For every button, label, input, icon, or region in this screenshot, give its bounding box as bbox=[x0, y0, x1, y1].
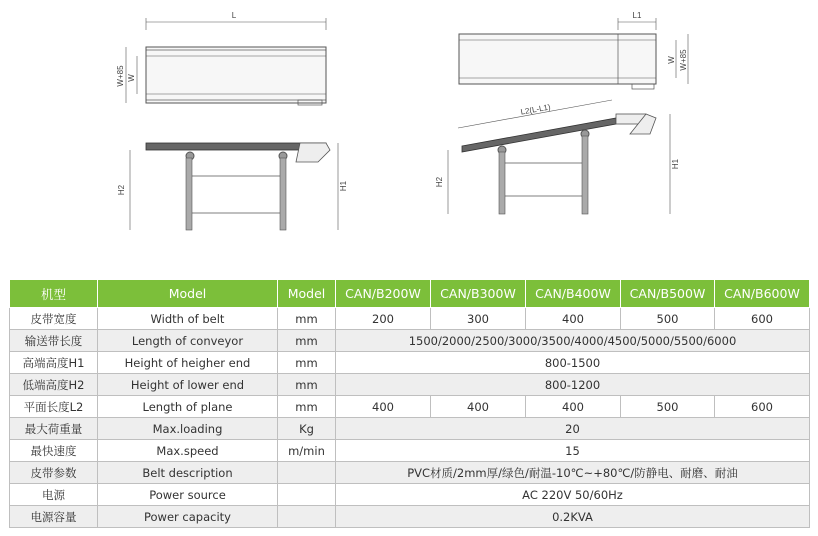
table-row bbox=[10, 506, 810, 528]
dim-l2-label: L2(L-L1) bbox=[519, 102, 552, 117]
row-label-zh: 最大荷重量 bbox=[10, 418, 98, 440]
row-label-en: Belt description bbox=[98, 462, 278, 484]
dim-length-label: L bbox=[231, 11, 237, 20]
table-row bbox=[10, 396, 810, 418]
value-cell: 500 bbox=[621, 396, 715, 418]
dim-width-total-label: W+85 bbox=[116, 65, 125, 87]
row-unit: mm bbox=[278, 396, 336, 418]
row-unit: mm bbox=[278, 352, 336, 374]
row-label-zh: 平面长度L2 bbox=[10, 396, 98, 418]
dim-h2-label: H2 bbox=[117, 184, 126, 196]
value-cell: 600 bbox=[715, 308, 810, 330]
table-row bbox=[10, 308, 810, 330]
side-view-flat bbox=[130, 143, 338, 230]
top-view-incline bbox=[459, 18, 688, 89]
header-cell: 机型 bbox=[10, 280, 98, 308]
row-label-zh: 皮带宽度 bbox=[10, 308, 98, 330]
header-cell: CAN/B200W bbox=[336, 280, 431, 308]
row-label-zh: 电源容量 bbox=[10, 506, 98, 528]
dim-h1-label: H1 bbox=[339, 180, 348, 192]
header-cell: CAN/B400W bbox=[526, 280, 621, 308]
row-unit bbox=[278, 462, 336, 484]
table-row bbox=[10, 418, 810, 440]
value-cell: 200 bbox=[336, 308, 431, 330]
row-label-en: Height of lower end bbox=[98, 374, 278, 396]
dim-h1-label-right: H1 bbox=[671, 158, 680, 170]
table-row bbox=[10, 462, 810, 484]
table-row bbox=[10, 484, 810, 506]
value-cell: 400 bbox=[526, 308, 621, 330]
table-row bbox=[10, 330, 810, 352]
value-span-cell: AC 220V 50/60Hz bbox=[336, 484, 810, 506]
dim-width-label-right: W bbox=[667, 56, 676, 64]
row-label-en: Power source bbox=[98, 484, 278, 506]
value-span-cell: 800-1200 bbox=[336, 374, 810, 396]
table-row bbox=[10, 352, 810, 374]
dim-width-label: W bbox=[127, 74, 136, 82]
dim-h2-label-right: H2 bbox=[435, 176, 444, 188]
row-unit: mm bbox=[278, 330, 336, 352]
top-view-flat bbox=[126, 18, 326, 105]
value-span-cell: PVC材质/2mm厚/绿色/耐温-10℃~+80℃/防静电、耐磨、耐油 bbox=[336, 462, 810, 484]
table-row bbox=[10, 374, 810, 396]
row-label-zh: 电源 bbox=[10, 484, 98, 506]
row-label-en: Height of heigher end bbox=[98, 352, 278, 374]
side-view-incline bbox=[448, 100, 670, 214]
row-unit bbox=[278, 484, 336, 506]
header-cell: Model bbox=[278, 280, 336, 308]
dim-width-total-label-right: W+85 bbox=[679, 49, 688, 71]
value-cell: 400 bbox=[431, 396, 526, 418]
row-label-en: Max.loading bbox=[98, 418, 278, 440]
value-cell: 500 bbox=[621, 308, 715, 330]
table-header-row bbox=[10, 280, 810, 308]
value-cell: 600 bbox=[715, 396, 810, 418]
value-span-cell: 20 bbox=[336, 418, 810, 440]
header-cell: CAN/B500W bbox=[621, 280, 715, 308]
dim-l1-label: L1 bbox=[632, 11, 642, 20]
row-label-zh: 最快速度 bbox=[10, 440, 98, 462]
value-span-cell: 1500/2000/2500/3000/3500/4000/4500/5000/5500/6000 bbox=[336, 330, 810, 352]
row-label-zh: 皮带参数 bbox=[10, 462, 98, 484]
value-cell: 400 bbox=[336, 396, 431, 418]
row-unit: mm bbox=[278, 308, 336, 330]
value-cell: 400 bbox=[526, 396, 621, 418]
row-label-zh: 低端高度H2 bbox=[10, 374, 98, 396]
row-label-zh: 输送带长度 bbox=[10, 330, 98, 352]
value-cell: 300 bbox=[431, 308, 526, 330]
header-cell: CAN/B300W bbox=[431, 280, 526, 308]
row-label-en: Length of conveyor bbox=[98, 330, 278, 352]
header-cell: CAN/B600W bbox=[715, 280, 810, 308]
row-unit: mm bbox=[278, 374, 336, 396]
header-cell: Model bbox=[98, 280, 278, 308]
table-row bbox=[10, 440, 810, 462]
spec-table bbox=[9, 279, 810, 528]
row-unit bbox=[278, 506, 336, 528]
value-span-cell: 800-1500 bbox=[336, 352, 810, 374]
row-label-en: Width of belt bbox=[98, 308, 278, 330]
row-label-en: Power capacity bbox=[98, 506, 278, 528]
row-unit: Kg bbox=[278, 418, 336, 440]
value-span-cell: 15 bbox=[336, 440, 810, 462]
row-label-en: Length of plane bbox=[98, 396, 278, 418]
row-label-zh: 高端高度H1 bbox=[10, 352, 98, 374]
row-label-en: Max.speed bbox=[98, 440, 278, 462]
value-span-cell: 0.2KVA bbox=[336, 506, 810, 528]
row-unit: m/min bbox=[278, 440, 336, 462]
